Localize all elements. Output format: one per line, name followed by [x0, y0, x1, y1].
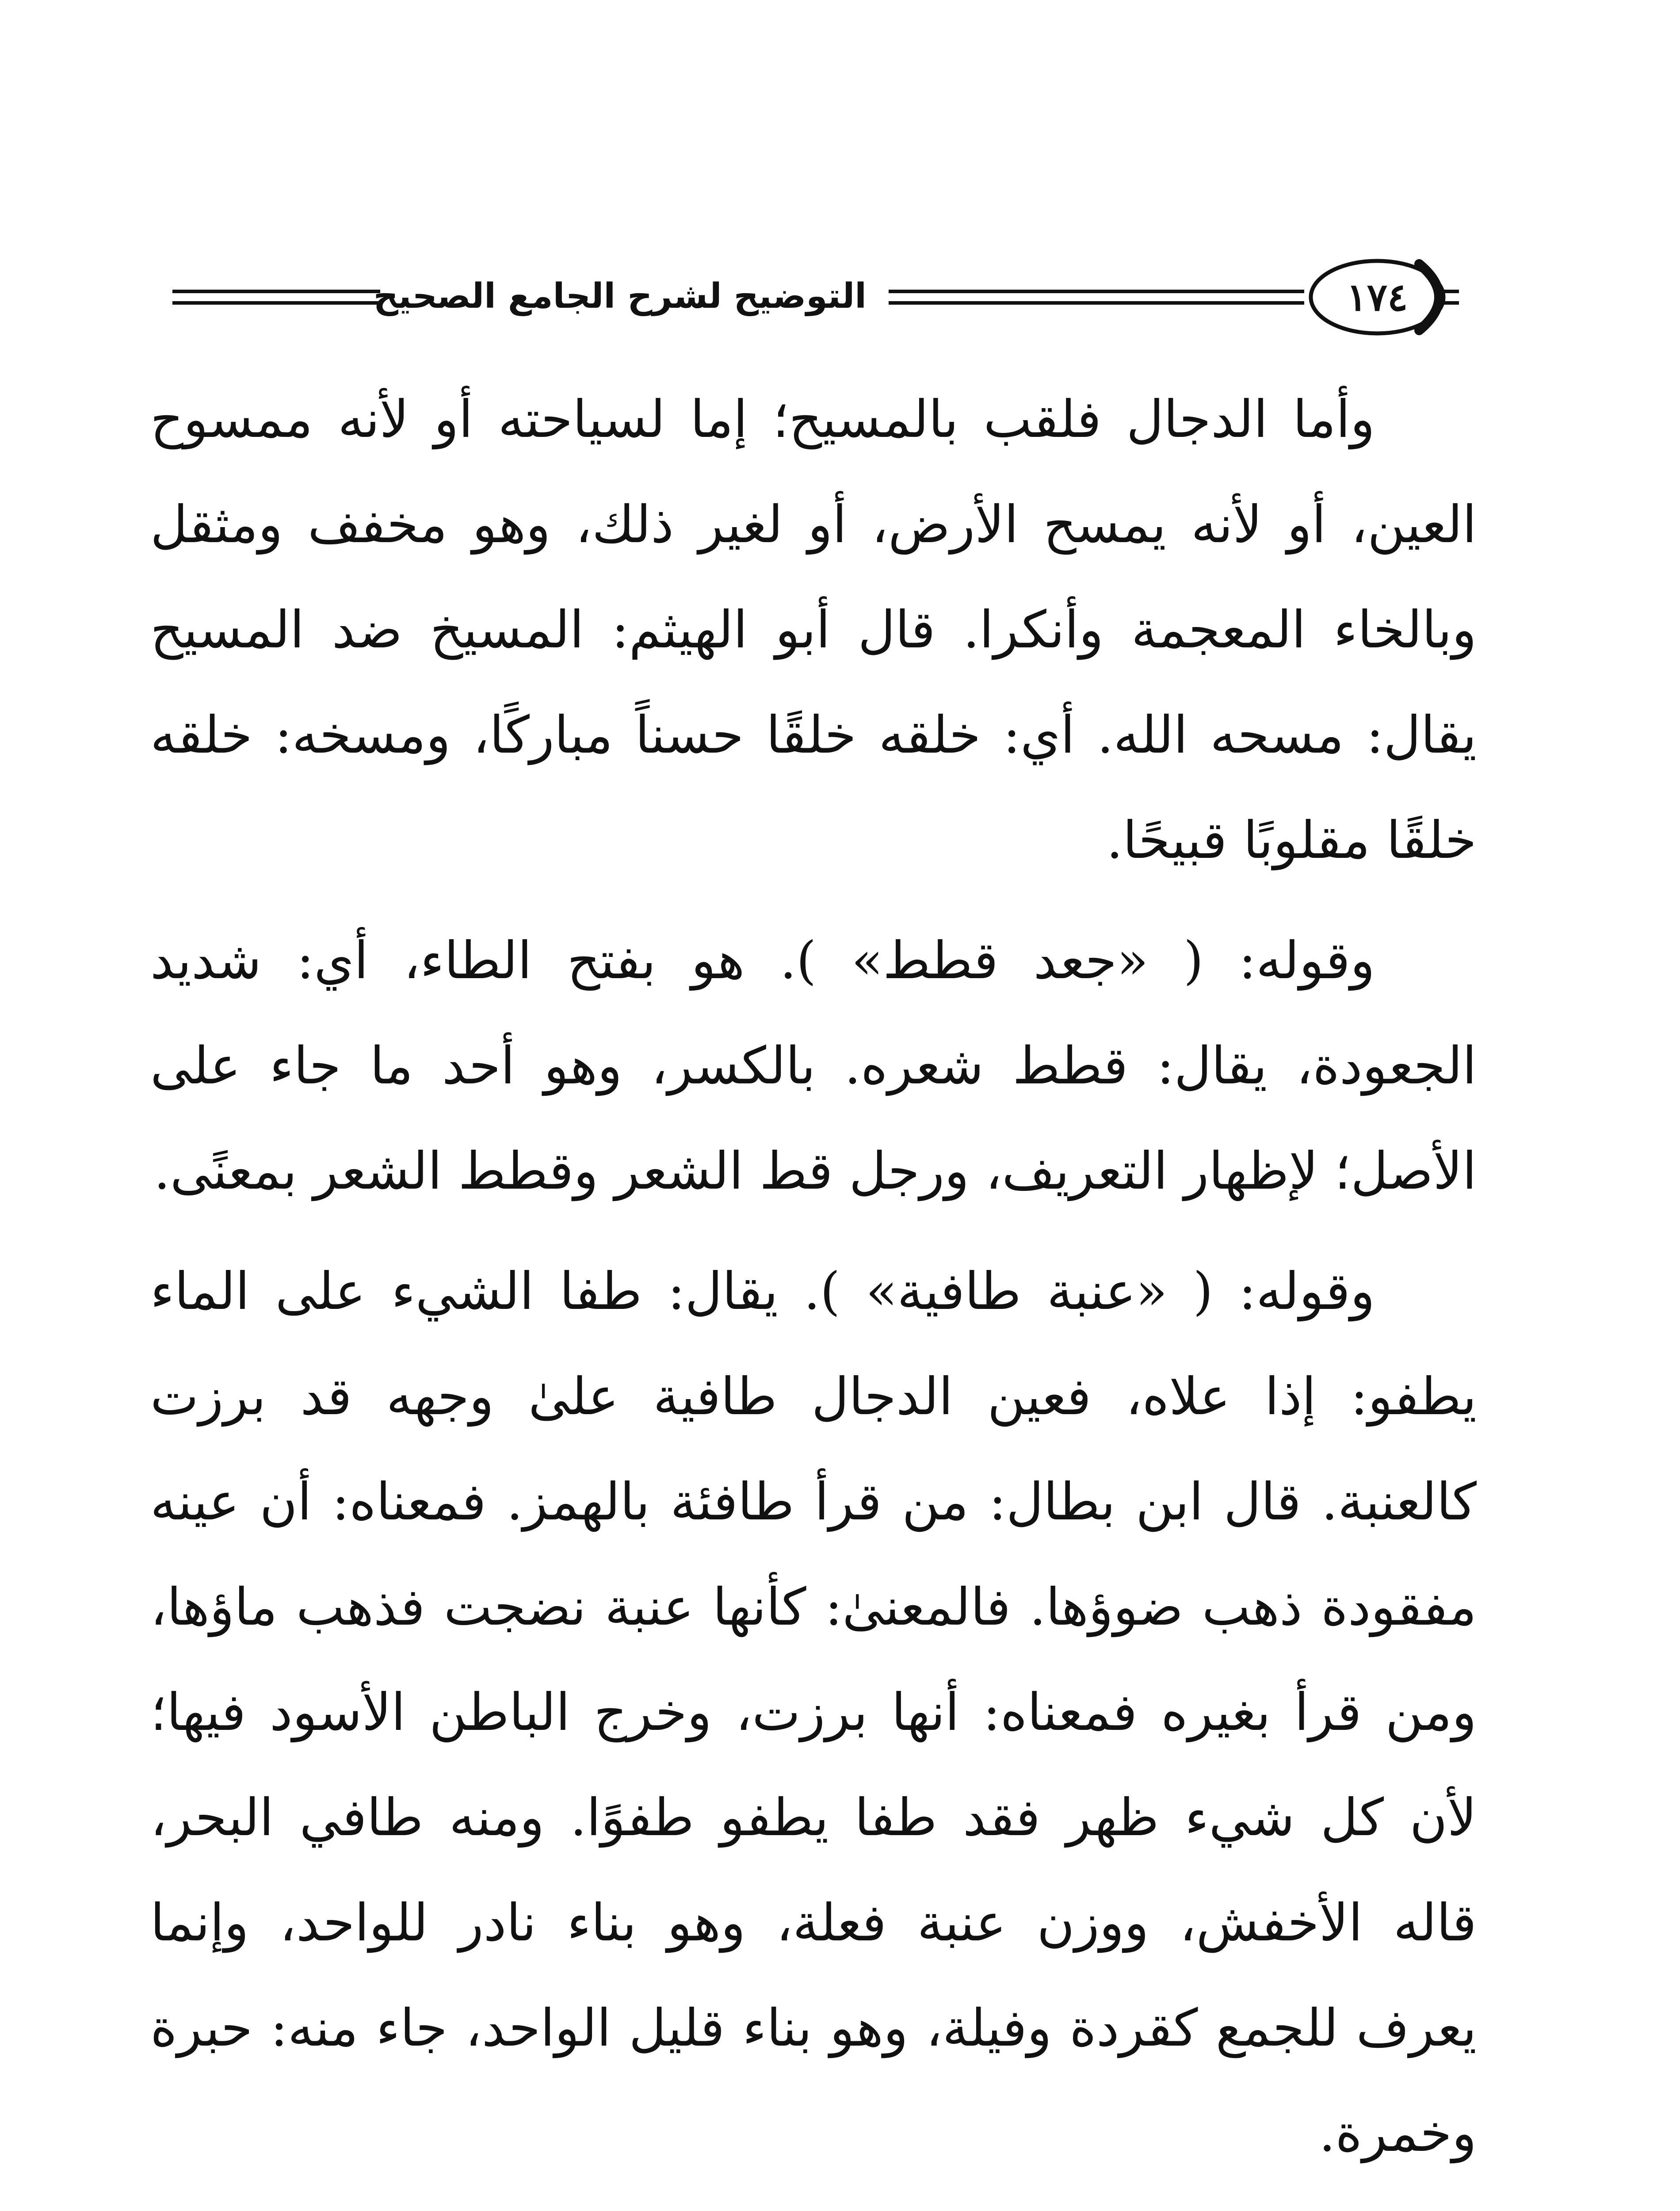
running-title: التوضيح لشرح الجامع الصحيح	[373, 276, 867, 316]
paragraph-dajjal-meaning: وأما الدجال فلقب بالمسيح؛ إما لسياحته أو لأنه ممسوح العين، أو لأنه يمسح الأرض، أو لغير ذلك، وهو مخفف ومثقل وبالخاء المعجمة وأنكرا. قال أبو الهيثم: المسيخ ضد المسيح يقال: مسحه الله. أي: خلقه خلقًا حسناً مباركًا، ومسخه: خلقه خلقًا مقلوبًا قبيحًا.	[150, 390, 1477, 870]
paragraph-inabah-tafiyah: وقوله: ( «عنبة طافية» ). يقال: طفا الشيء على الماء يطفو: إذا علاه، فعين الدجال طافية علىٰ وجهه قد برزت كالعنبة. قال ابن بطال: من قرأ طافئة بالهمز. فمعناه: أن عينه مفقودة ذهب ضوؤها. فالمعنىٰ: كأنها عنبة نضجت فذهب ماؤها، ومن قرأ بغيره فمعناه: أنها برزت، وخرج الباطن الأسود فيها؛ لأن كل شيء ظهر فقد طفا يطفو طفوًا. ومنه طافي البحر، قاله الأخفش، ووزن عنبة فعلة، وهو بناء نادر للواحد، وإنما يعرف للجمع كقردة وفيلة، وهو بناء قليل الواحد، جاء منه: حبرة وخمرة.	[150, 1262, 1477, 2163]
page-number: ١٧٤	[1346, 275, 1408, 320]
page-header	[146, 248, 1477, 354]
header-double-rule-middle	[889, 290, 1304, 305]
page-number-ornament	[1306, 254, 1459, 340]
header-double-rule-left	[172, 290, 380, 305]
paragraph-jad-qatat: وقوله: ( «جعد قطط» ). هو بفتح الطاء، أي: شديد الجعودة، يقال: قطط شعره. بالكسر، وهو أحد ما جاء على الأصل؛ لإظهار التعريف، ورجل قط الشعر وقطط الشعر بمعنًى.	[150, 931, 1477, 1201]
main-text	[150, 367, 1477, 2211]
paragraph-tayyibah-hibrah	[150, 2201, 1477, 2211]
